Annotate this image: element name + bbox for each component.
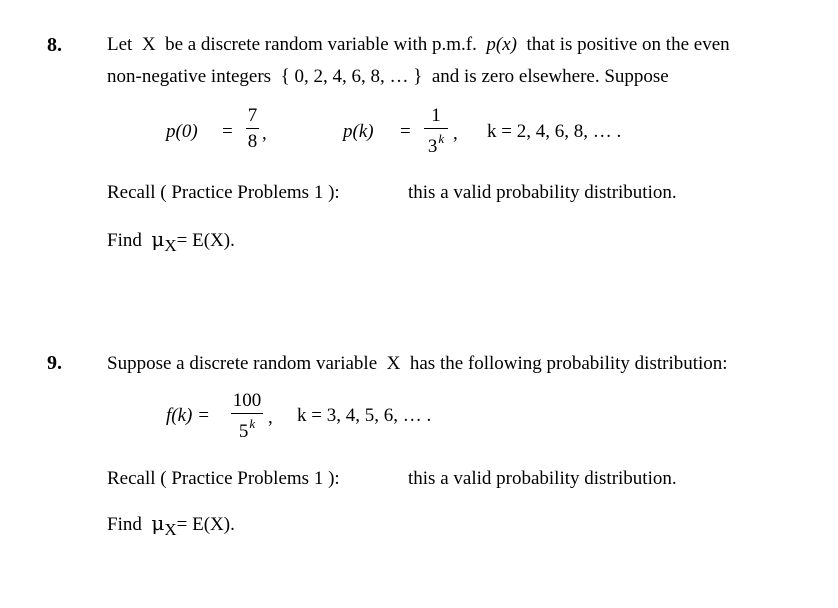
problem-9-mu-subscript: X: [164, 520, 177, 539]
p0-numerator: 7: [247, 105, 258, 126]
pk-lhs: p(k): [343, 121, 374, 142]
problem-9-find-prefix: Find: [107, 514, 142, 535]
fk-lhs: f(k) =: [166, 405, 210, 426]
problem-9-line-1-text-a: Suppose a discrete random variable: [107, 353, 378, 374]
problem-8-line-2-text-b: and is zero elsewhere. Suppose: [431, 66, 669, 87]
p0-denominator: 8: [247, 131, 258, 152]
problem-9-find-rest: = E(X).: [176, 514, 235, 535]
problem-8-line-2-text-a: non-negative integers: [107, 66, 272, 87]
pk-fraction-bar: [424, 128, 448, 129]
pk-denominator-base: 3: [427, 136, 438, 157]
problem-9-recall-note: this a valid probability distribution.: [408, 468, 677, 489]
problem-8-variable-x: X: [141, 34, 156, 55]
problem-9-find: [107, 513, 235, 538]
problem-8-mu-subscript: X: [164, 236, 177, 255]
fk-range: k = 3, 4, 5, 6, … .: [297, 405, 432, 426]
p0-comma: ,: [262, 123, 267, 144]
problem-8-pmf: p(x): [486, 34, 517, 55]
problem-8-recall-note: this a valid probability distribution.: [408, 182, 677, 203]
problem-8-find-rest: = E(X).: [176, 230, 235, 251]
p0-equals: =: [222, 121, 233, 142]
problem-9-number: 9.: [47, 352, 62, 374]
pk-denominator-exponent: k: [438, 131, 445, 146]
problem-8-find: [107, 229, 235, 254]
p0-fraction: [246, 106, 259, 151]
pk-range: k = 2, 4, 6, 8, … .: [487, 121, 622, 142]
problem-8-line-1: [107, 35, 730, 54]
pk-fraction: [424, 106, 448, 156]
fk-denominator-base: 5: [238, 421, 249, 442]
pk-numerator: 1: [431, 105, 441, 126]
problem-8-number: 8.: [47, 34, 62, 56]
fk-fraction: [231, 391, 263, 441]
problem-9-recall: Recall ( Practice Problems 1 ):: [107, 468, 340, 489]
problem-8-line-1-text-a: Let: [107, 34, 133, 55]
problem-8-mu: μ: [151, 227, 165, 251]
p0-fraction-bar: [246, 128, 259, 129]
problem-8-line-1-text-b: be a discrete random variable with p.m.f.: [165, 34, 477, 55]
problem-8-find-prefix: Find: [107, 230, 142, 251]
problem-9-mu: μ: [151, 511, 165, 535]
fk-fraction-bar: [231, 413, 263, 414]
fk-comma: ,: [268, 407, 273, 428]
pk-comma: ,: [453, 123, 458, 144]
problem-8-recall: Recall ( Practice Problems 1 ):: [107, 182, 340, 203]
problem-8-line-2: [107, 67, 669, 86]
fk-numerator: 100: [232, 390, 262, 411]
pk-equals: =: [400, 121, 411, 142]
problem-9-line-1: [107, 354, 728, 373]
p0-lhs: p(0): [166, 121, 198, 142]
problem-8-support-set: { 0, 2, 4, 6, 8, … }: [280, 66, 423, 87]
fk-denominator-exponent: k: [249, 416, 256, 431]
problem-8-line-1-text-c: that is positive on the even: [526, 34, 730, 55]
problem-9-variable-x: X: [386, 353, 401, 374]
problem-9-line-1-text-b: has the following probability distribution:: [409, 353, 728, 374]
